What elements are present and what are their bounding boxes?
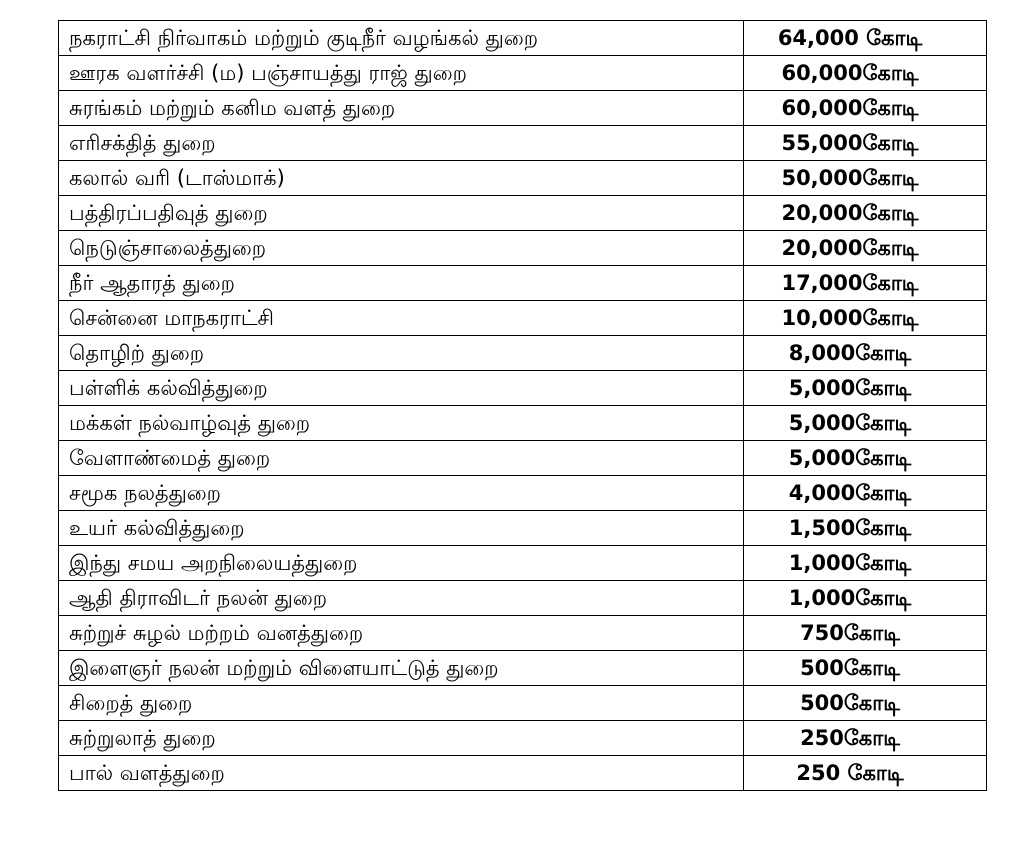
table-row [59,476,987,511]
table-row [59,651,987,686]
table-row [59,511,987,546]
department-name-cell: பத்திரப்பதிவுத் துறை [59,196,744,231]
department-name-cell: நகராட்சி நிர்வாகம் மற்றும் குடிநீர் வழங்கல் துறை [59,21,744,56]
amount-cell: 55,000கோடி [744,126,987,161]
table-row [59,91,987,126]
table-row [59,336,987,371]
department-name-cell: வேளாண்மைத் துறை [59,441,744,476]
amount-cell: 17,000கோடி [744,266,987,301]
amount-cell: 500கோடி [744,651,987,686]
table-row [59,406,987,441]
table-row [59,56,987,91]
table-row [59,581,987,616]
amount-cell: 50,000கோடி [744,161,987,196]
table-row [59,301,987,336]
department-name-cell: எரிசக்தித் துறை [59,126,744,161]
department-name-cell: சிறைத் துறை [59,686,744,721]
amount-cell: 1,000கோடி [744,546,987,581]
department-name-cell: கலால் வரி (டாஸ்மாக்) [59,161,744,196]
table-row [59,196,987,231]
table-row [59,721,987,756]
amount-cell: 250 கோடி [744,756,987,791]
department-name-cell: இந்து சமய அறநிலையத்துறை [59,546,744,581]
table-row [59,126,987,161]
amount-cell: 750கோடி [744,616,987,651]
department-name-cell: சுற்றுலாத் துறை [59,721,744,756]
department-name-cell: தொழிற் துறை [59,336,744,371]
department-name-cell: பள்ளிக் கல்வித்துறை [59,371,744,406]
department-name-cell: பால் வளத்துறை [59,756,744,791]
department-name-cell: சுற்றுச் சுழல் மற்றம் வனத்துறை [59,616,744,651]
amount-cell: 5,000கோடி [744,371,987,406]
department-name-cell: ஊரக வளர்ச்சி (ம) பஞ்சாயத்து ராஜ் துறை [59,56,744,91]
table-row [59,686,987,721]
amount-cell: 250கோடி [744,721,987,756]
department-name-cell: உயர் கல்வித்துறை [59,511,744,546]
department-name-cell: இளைஞர் நலன் மற்றும் விளையாட்டுத் துறை [59,651,744,686]
table-row [59,546,987,581]
table-row [59,266,987,301]
department-name-cell: சென்னை மாநகராட்சி [59,301,744,336]
amount-cell: 20,000கோடி [744,231,987,266]
department-name-cell: மக்கள் நல்வாழ்வுத் துறை [59,406,744,441]
department-name-cell: சமூக நலத்துறை [59,476,744,511]
amount-cell: 8,000கோடி [744,336,987,371]
amount-cell: 60,000கோடி [744,56,987,91]
table-row [59,21,987,56]
department-name-cell: சுரங்கம் மற்றும் கனிம வளத் துறை [59,91,744,126]
department-name-cell: நீர் ஆதாரத் துறை [59,266,744,301]
amount-cell: 5,000கோடி [744,406,987,441]
table-row [59,616,987,651]
table-body [59,21,987,791]
table-row [59,756,987,791]
amount-cell: 20,000கோடி [744,196,987,231]
table-row [59,371,987,406]
amount-cell: 60,000கோடி [744,91,987,126]
department-name-cell: ஆதி திராவிடர் நலன் துறை [59,581,744,616]
department-name-cell: நெடுஞ்சாலைத்துறை [59,231,744,266]
amount-cell: 5,000கோடி [744,441,987,476]
amount-cell: 500கோடி [744,686,987,721]
department-allocation-table [58,20,987,791]
amount-cell: 1,000கோடி [744,581,987,616]
amount-cell: 4,000கோடி [744,476,987,511]
amount-cell: 1,500கோடி [744,511,987,546]
table-row [59,231,987,266]
amount-cell: 64,000 கோடி [744,21,987,56]
table-row [59,441,987,476]
amount-cell: 10,000கோடி [744,301,987,336]
table-row [59,161,987,196]
